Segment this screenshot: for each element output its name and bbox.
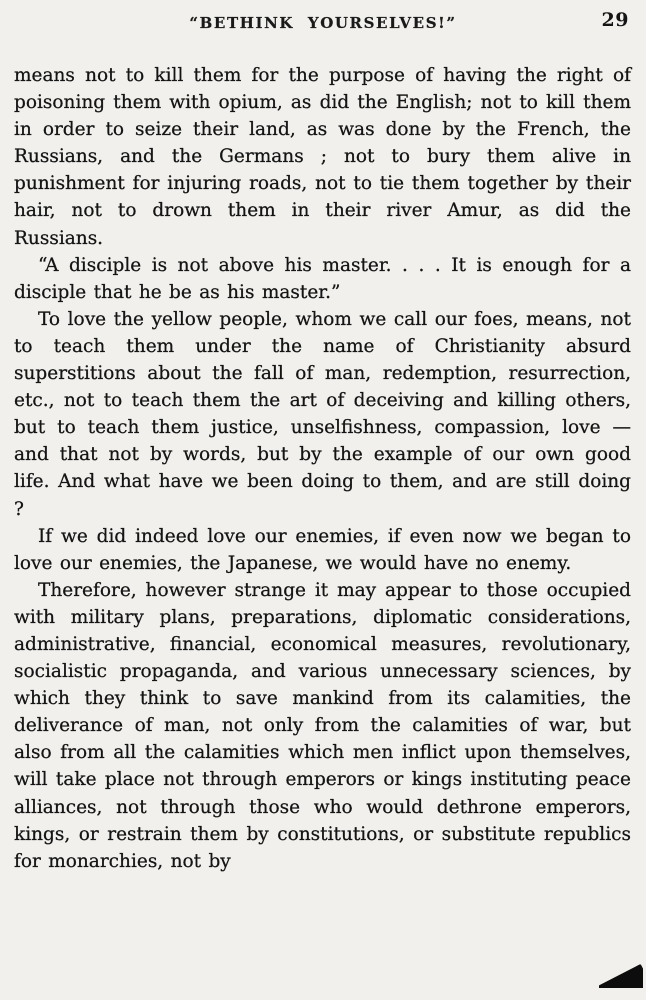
- paragraph: means not to kill them for the purpose of having the right of poisoning them with opium, as did the English; not to kill them in order to seize their land, as was done by the French, the Russians, and the Germans ; not to bury them alive in punishment for injuring roads, not to tie them together by their hair, not to drown them in their river Amur, as did the Russians.: [14, 65, 631, 249]
- running-header: [0, 0, 646, 47]
- paragraph: “A disciple is not above his master. . . . It is enough for a disciple that he be as his master.”: [14, 254, 631, 303]
- paragraph: To love the yellow people, whom we call our foes, means, not to teach them under the name of Christianity absurd superstitions about the fall of man, redemption, resurrection, etc., not to teach them the art of deceiving and killing others, but to teach them justice, unselfishness, compassion, love — and that not by words, but by the example of our own good life. And what have we been doing to them, and are still doing ?: [14, 308, 631, 520]
- scan-smudge-artifact: [599, 964, 643, 988]
- paragraph: Therefore, however strange it may appear to those occupied with military plans, preparations, diplomatic considerations, administrative, financial, economical measures, revolutionary, socialistic propaganda, and various unnecessary sciences, by which they think to save mankind from its calamities, the deliverance of man, not only from the calamities of war, but also from all the calamities which men inflict upon themselves, will take place not through emperors or kings instituting peace alliances, not through those who would dethrone emperors, kings, or restrain them by constitutions, or substitute republics for monarchies, not by: [14, 579, 631, 872]
- page-number: 29: [601, 9, 629, 31]
- page-body: [0, 62, 646, 875]
- running-title: “BETHINK YOURSELVES!”: [189, 14, 457, 32]
- paragraph: If we did indeed love our enemies, if even now we began to love our enemies, the Japanese, we would have no enemy.: [14, 525, 631, 574]
